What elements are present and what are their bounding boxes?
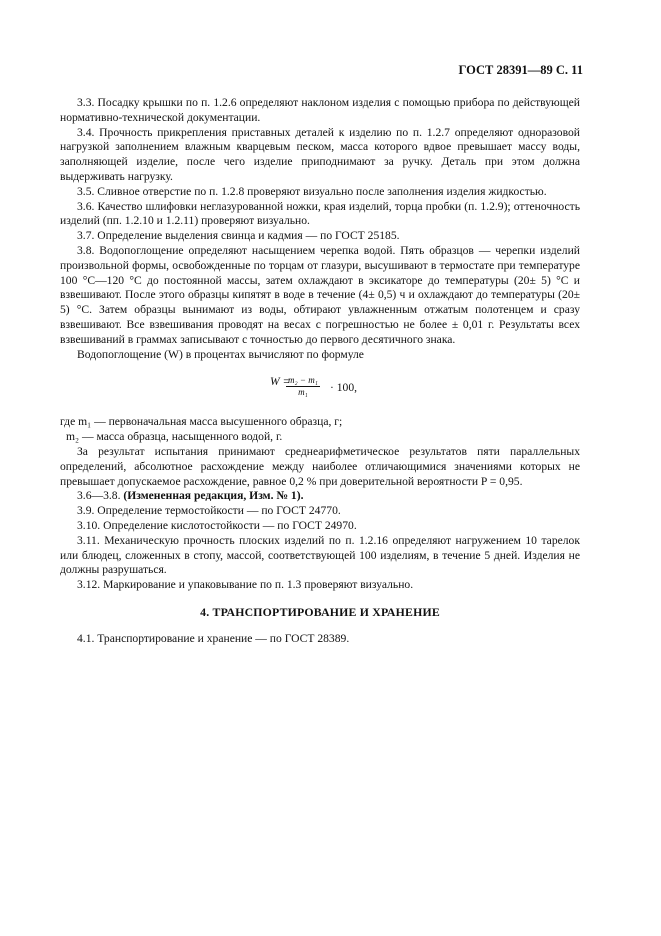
paragraph-3-8: 3.8. Водопоглощение определяют насыщением черепка водой. Пять образцов — черепки изделий произвольной формы, освобожденные по торцам от глазури, высушивают в термостате при температуре 100 °С—120 °С до постоянной массы, затем охлаждают в эксикаторе до температуры (20± 5) °С и взвешивают. После этого образцы кипятят в воде в течение (4± 0,5) ч и охлаждают до температуры (20± 5) °С. Затем образцы вынимают из воды, обтирают увлажненным отжатым полотенцем и сразу взвешивают. Все взвешивания проводят на весах с погрешностью не более ± 0,01 г. Результаты всех взвешиваний в граммах записывают с точностью до первого десятичного знака.	[60, 243, 580, 346]
section-4-title: 4. ТРАНСПОРТИРОВАНИЕ И ХРАНЕНИЕ	[200, 604, 440, 619]
formula-tail: · 100,	[330, 381, 358, 395]
water-absorption-intro: Водопоглощение (W) в процентах вычисляют по формуле	[77, 347, 364, 361]
paragraph-3-6: 3.6. Качество шлифовки неглазурованной ножки, края изделий, торца пробки (п. 1.2.9); оттеночность изделий (пп. 1.2.10 и 1.2.11) проверяют визуально.	[60, 199, 580, 228]
paragraph-3-11: 3.11. Механическую прочность плоских изделий по п. 1.2.16 определяют нагружением 10 тарелок или блюдец, сложенных в стопу, массой, соответствующей 100 изделиям, в течение 5 дней. Изделия не должны разрушаться.	[60, 533, 580, 577]
variable-m1: где m₁ — первоначальная масса высушенного образца, г;	[60, 415, 343, 429]
paragraph-3-3: 3.3. Посадку крышки по п. 1.2.6 определяют наклоном изделия с помощью прибора по действующей нормативно-технической документации.	[60, 96, 580, 124]
edit-note-text: (Измененная редакция, Изм. № 1).	[123, 489, 304, 503]
edit-note	[60, 489, 580, 504]
formula-lhs: W =	[270, 375, 291, 389]
paragraph-3-12: 3.12. Маркирование и упаковывание по п. 1.3 проверяют визуально.	[77, 578, 414, 592]
result-paragraph: За результат испытания принимают среднеарифметическое результатов пяти параллельных определений, абсолютное расхождение между наиболее отличающимися значениями которых не превышает допускаемое расхождение, равное 0,2 % при доверительной вероятности P = 0,95.	[60, 444, 580, 488]
paragraph-3-5: 3.5. Сливное отверстие по п. 1.2.8 проверяют визуально после заполнения изделия жидкостью.	[77, 184, 547, 198]
paragraph-4-1: 4.1. Транспортирование и хранение — по ГОСТ 28389.	[77, 631, 350, 645]
formula-denominator: m₁	[298, 387, 308, 398]
paragraph-3-7: 3.7. Определение выделения свинца и кадмия — по ГОСТ 25185.	[77, 229, 400, 243]
document-body	[60, 96, 580, 647]
edit-note-prefix: 3.6—3.8.	[77, 489, 121, 503]
formula-fraction	[286, 375, 320, 398]
formula-numerator: m₂ − m₁	[288, 375, 318, 386]
formula-variables	[60, 415, 580, 445]
water-absorption-formula	[60, 375, 580, 405]
paragraph-3-4: 3.4. Прочность прикрепления приставных деталей к изделию по п. 1.2.7 определяют одноразовой нагрузкой заполнением влажным кварцевым песком, масса которого вдвое превышает массу воды, заполняющей изделие, после чего изделие приподнимают за ручку. Деталь при этом должна выдерживать нагрузку.	[60, 125, 580, 183]
paragraph-3-10: 3.10. Определение кислотостойкости — по ГОСТ 24970.	[77, 518, 357, 532]
page-header: ГОСТ 28391—89 С. 11	[458, 63, 583, 77]
paragraph-3-9: 3.9. Определение термостойкости — по ГОСТ 24770.	[77, 504, 341, 518]
variable-m2: m₂ — масса образца, насыщенного водой, г.	[66, 430, 283, 444]
